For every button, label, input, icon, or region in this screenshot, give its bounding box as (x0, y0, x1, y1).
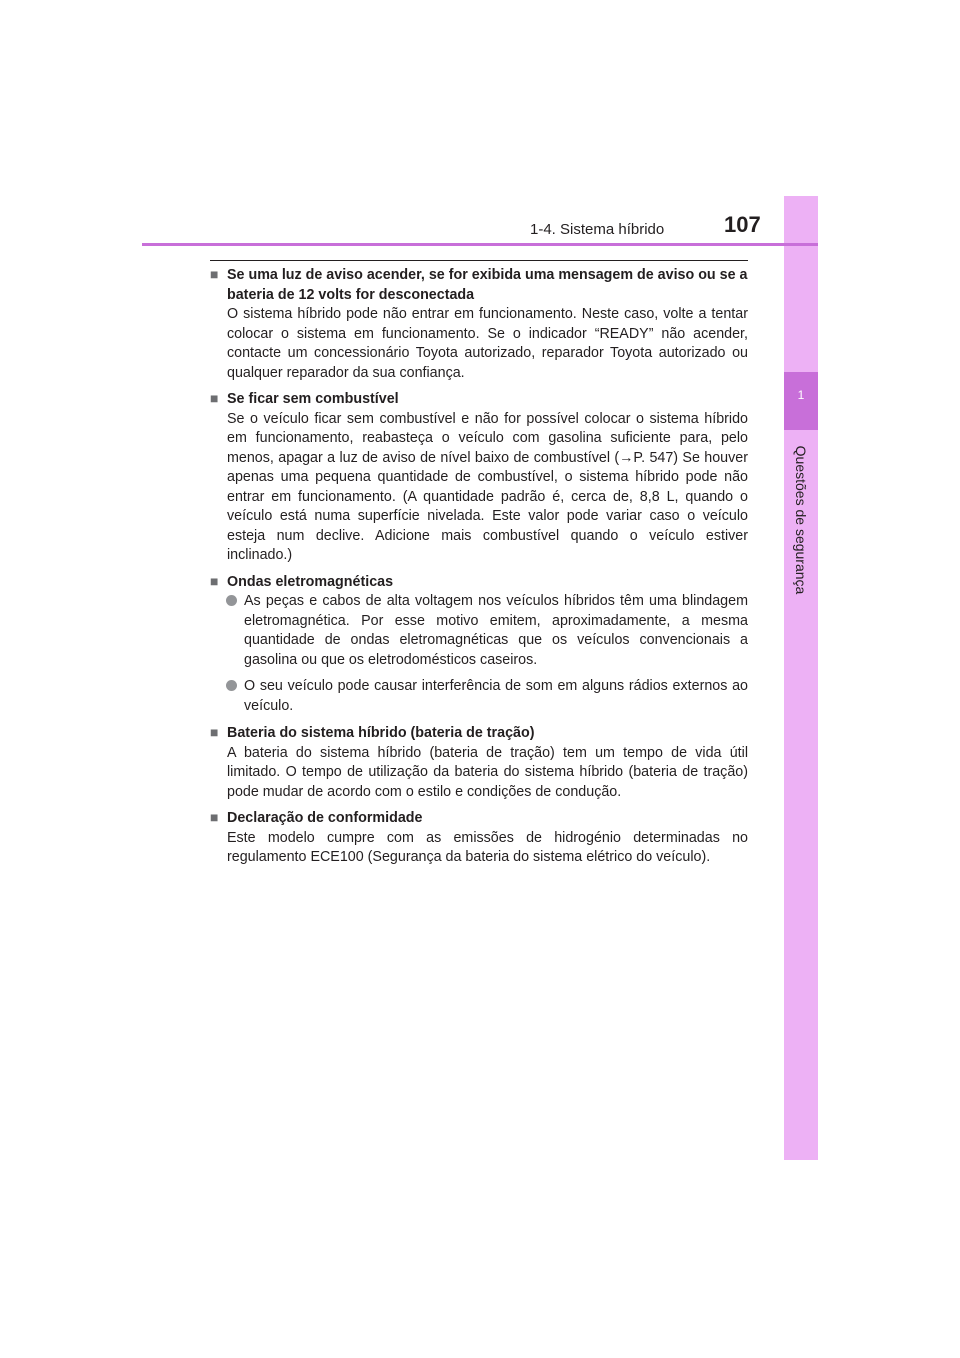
page-number: 107 (724, 212, 761, 237)
square-marker-icon: ■ (210, 390, 219, 406)
section-title: ■ Declaração de conformidade (210, 809, 423, 826)
bullet-dot-icon (226, 595, 237, 606)
section-title: ■ Ondas eletromagnéticas (210, 572, 394, 590)
square-marker-icon: ■ (210, 809, 219, 825)
header-divider (142, 243, 818, 246)
page-content (210, 265, 748, 874)
section-declaration-of-conformity (210, 808, 748, 868)
bullet-dot-icon (226, 680, 237, 691)
section-text: A bateria do sistema híbrido (bateria de tração) tem um tempo de vida útil limitado. O tempo de utilização da bateria do sistema híbrido (bateria de tração) pode mudar de acordo com o estilo e condições de condução. (227, 744, 748, 800)
section-no-fuel (210, 389, 748, 566)
section-text: O sistema híbrido pode não entrar em funcionamento. Neste caso, volte a tentar colocar o sistema em funcionamento. Se o indicador “READY” não acender, contacte um concessionário Toyota autorizado, reparador Toyota autorizado ou qualquer reparador da sua confiança. (227, 306, 748, 381)
square-marker-icon: ■ (210, 572, 219, 589)
section-title: ■ Se ficar sem combustível (210, 390, 399, 407)
chapter-side-tab (784, 196, 818, 1160)
list-item: As peças e cabos de alta voltagem nos veículos híbridos têm uma blindagem eletromagnética. Por esse motivo emitem, aproximadamente, a mesma quantidade de ondas eletromagnéticas que os veículos convencionais a gasolina ou que os eletrodomésticos caseiros. (210, 592, 748, 670)
section-title: ■ Bateria do sistema híbrido (bateria de tração) (210, 724, 535, 741)
section-hybrid-battery (210, 723, 748, 802)
chapter-number: 1 (797, 388, 805, 402)
square-marker-icon: ■ (210, 724, 219, 740)
section-warning-light (210, 265, 748, 383)
section-electromagnetic-waves (210, 572, 748, 717)
list-item: O seu veículo pode causar interferência de som em alguns rádios externos ao veículo. (210, 677, 748, 716)
section-text: Este modelo cumpre com as emissões de hidrogénio determinadas no regulamento ECE100 (Segurança da bateria do sistema elétrico do veículo). (227, 829, 748, 865)
section-title: ■ Se uma luz de aviso acender, se for exibida uma mensagem de aviso ou se a bateria de 12 volts for desconectada (210, 266, 748, 303)
square-marker-icon: ■ (210, 266, 219, 282)
content-top-rule (210, 260, 748, 261)
chapter-title-vertical: Questões de segurança (793, 445, 809, 595)
section-header: 1-4. Sistema híbrido (530, 221, 665, 238)
section-text: Se o veículo ficar sem combustível e não for possível colocar o sistema híbrido em funcionamento, reabasteça o veículo com gasolina suficiente para, pelo menos, apagar a luz de aviso de nível baixo de combustível (→P. 547) Se houver apenas uma pequena quantidade de combustível, o sistema híbrido pode não entrar em funcionamento. (A quantidade padrão é, cerca de, 8,8 L, quando o veículo está numa superfície nivelada. Este valor pode variar caso o veículo esteja num declive. Adicione mais combustível quando o veículo estiver inclinado.) (227, 410, 748, 563)
